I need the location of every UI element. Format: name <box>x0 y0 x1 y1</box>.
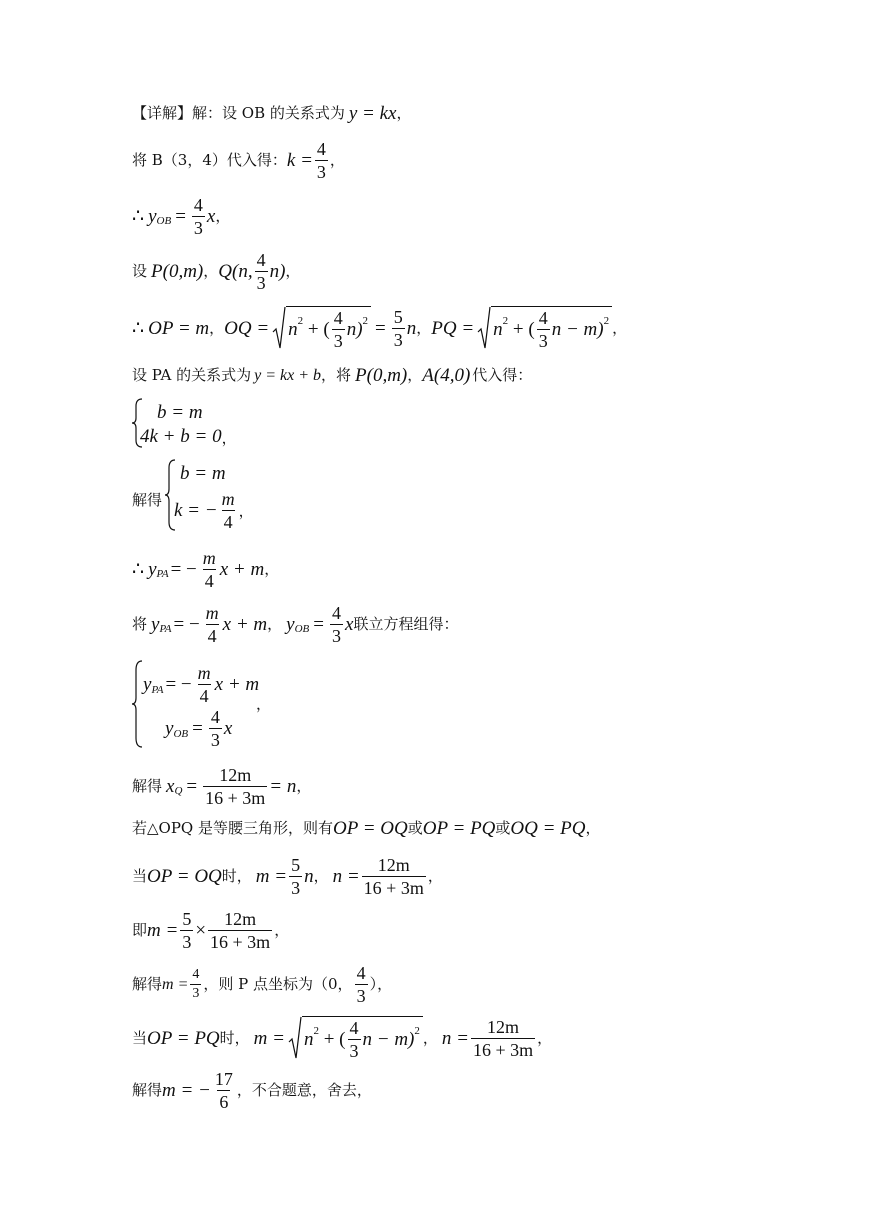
fraction <box>362 856 426 897</box>
denominator: 16 + 3m <box>205 788 266 808</box>
text: 代入得： <box>472 366 533 384</box>
exponent: 2 <box>603 315 610 327</box>
punct: ， <box>285 262 301 280</box>
variable: n <box>304 866 314 887</box>
subscript: PA <box>151 683 164 696</box>
denominator: 3 <box>291 878 301 898</box>
punct: ， <box>274 921 290 939</box>
system-row <box>143 664 259 705</box>
denominator: 3 <box>316 162 326 182</box>
text: ）， <box>369 975 393 993</box>
equation: PQ = <box>431 317 475 339</box>
system-row <box>165 708 232 749</box>
fraction <box>471 1018 535 1059</box>
radical-sign-icon <box>477 306 491 350</box>
equation: OP = PQ <box>147 1027 220 1049</box>
punct: ， <box>416 318 432 337</box>
label: 解得 <box>132 491 163 509</box>
radical-sign-icon <box>288 1016 302 1060</box>
point-p: P(0,m) <box>151 261 204 282</box>
fraction <box>392 308 405 349</box>
text: ，不合题意，舍去， <box>236 1081 372 1099</box>
equation: n = <box>441 1027 469 1049</box>
text: ，则 P 点坐标为（0， <box>203 975 353 993</box>
square-root <box>477 306 612 350</box>
equals: = <box>375 317 386 339</box>
exponent: 2 <box>297 315 304 327</box>
variable: n <box>493 319 503 340</box>
fraction <box>537 309 550 350</box>
system-row <box>140 426 237 448</box>
punct: ， <box>329 151 345 169</box>
equation: OP = OQ <box>147 866 222 887</box>
equation: k = − <box>174 499 218 521</box>
numerator: m <box>197 663 211 683</box>
numerator: 4 <box>538 308 548 328</box>
subscript: Q <box>174 785 183 797</box>
equation: OQ = PQ <box>510 818 586 839</box>
numerator: m <box>205 603 219 623</box>
variable: y <box>286 614 295 635</box>
therefore-symbol: ∴ <box>132 206 145 227</box>
variable: y <box>143 673 152 695</box>
denominator: 4 <box>204 571 214 591</box>
operator: + ( <box>318 1029 346 1050</box>
numerator: 5 <box>393 306 403 327</box>
denominator: 3 <box>192 986 200 1001</box>
equals: = − <box>170 559 197 580</box>
denominator: 4 <box>199 686 209 706</box>
system-row <box>157 402 203 424</box>
variable: n − m) <box>362 1029 415 1050</box>
point-q-close: n) <box>269 261 286 282</box>
equals: = <box>192 717 203 739</box>
punct: ， <box>238 502 254 520</box>
solution-line-3 <box>132 196 230 237</box>
equation: x + m <box>222 614 268 635</box>
text: 或 <box>407 819 423 837</box>
numerator: 4 <box>333 308 343 328</box>
fraction <box>348 1019 361 1060</box>
numerator: 4 <box>356 963 366 983</box>
fraction <box>180 910 193 951</box>
equation: OP = m <box>148 317 210 339</box>
punct: ， <box>612 318 628 337</box>
variable: n) <box>346 319 363 340</box>
punct: ， <box>537 1028 553 1047</box>
punct: ， <box>585 819 601 837</box>
punct: ， <box>427 867 443 885</box>
subscript: OB <box>173 727 189 740</box>
operator: + ( <box>508 319 535 340</box>
variable: x <box>345 614 354 635</box>
equation: x + m <box>219 559 265 580</box>
text: ，将 <box>321 366 352 384</box>
solution-line-1 <box>132 104 412 123</box>
variable: x <box>206 206 216 227</box>
equation: b = m <box>180 463 226 484</box>
point-a: A(4,0) <box>422 365 471 386</box>
variable: n <box>406 317 417 339</box>
numerator: 4 <box>349 1018 359 1038</box>
fraction <box>190 968 201 1001</box>
punct: ， <box>221 428 237 447</box>
numerator: 12m <box>487 1016 520 1037</box>
equation: k = <box>286 150 313 171</box>
equals: = − <box>165 673 192 695</box>
equals: = <box>313 614 324 635</box>
denominator: 3 <box>182 932 192 952</box>
radical-sign-icon <box>272 306 286 350</box>
numerator: 17 <box>214 1069 233 1089</box>
equals: = <box>175 206 186 227</box>
system-row <box>174 490 254 531</box>
variable: y <box>148 206 157 227</box>
solution-line-16 <box>132 964 392 1005</box>
text: 联立方程组得： <box>353 615 459 633</box>
variable: y <box>148 559 157 580</box>
equation: OP = OQ <box>333 818 408 839</box>
numerator: m <box>202 548 216 568</box>
equals: = − <box>173 614 200 635</box>
denominator: 6 <box>219 1092 229 1112</box>
equation: 4k + b = 0 <box>140 426 222 447</box>
denominator: 3 <box>349 1041 359 1061</box>
denominator: 16 + 3m <box>363 878 424 898</box>
denominator: 3 <box>256 273 266 293</box>
exponent: 2 <box>502 315 509 327</box>
equation: m = <box>255 866 288 887</box>
equation: m = − <box>162 1080 211 1101</box>
denominator: 4 <box>207 626 217 646</box>
solution-line-14 <box>132 856 443 897</box>
numerator: 12m <box>219 765 252 785</box>
therefore-symbol: ∴ <box>132 559 145 580</box>
equation: y = kx + b <box>254 366 321 384</box>
numerator: 12m <box>224 909 257 929</box>
system-row <box>180 463 226 485</box>
solution-line-18 <box>132 1070 372 1111</box>
subscript: OB <box>156 215 172 227</box>
punct: ， <box>313 867 329 885</box>
left-brace-icon <box>131 660 143 748</box>
denominator: 4 <box>223 512 233 532</box>
denominator: 3 <box>538 331 548 351</box>
solution-line-17 <box>132 1016 552 1060</box>
text: 将 <box>132 615 148 633</box>
exponent: 2 <box>313 1025 319 1037</box>
numerator: 4 <box>192 967 200 982</box>
solution-line-13 <box>132 819 601 838</box>
fraction <box>196 664 213 705</box>
text: 时， <box>219 1028 250 1047</box>
equation: m = <box>253 1027 285 1049</box>
text: 【详解】解：设 OB 的关系式为 <box>132 104 345 122</box>
equation: m = <box>147 920 179 941</box>
text <box>132 489 162 510</box>
numerator: 4 <box>210 707 220 727</box>
numerator: 4 <box>256 250 266 270</box>
punct: ， <box>256 695 272 713</box>
denominator: 3 <box>333 331 343 351</box>
therefore-symbol: ∴ <box>132 317 145 339</box>
equation: OP = PQ <box>422 818 496 839</box>
denominator: 3 <box>332 626 341 646</box>
solution-line-4 <box>132 251 300 292</box>
fraction <box>255 251 268 292</box>
text: 将 B（3，4）代入得： <box>132 151 287 169</box>
punct: ， <box>396 104 412 122</box>
variable: y <box>165 717 174 739</box>
text: 当 <box>132 867 148 885</box>
square-root <box>272 306 371 350</box>
numerator: 12m <box>377 855 410 875</box>
equation: = n <box>269 776 297 797</box>
fraction <box>208 910 272 951</box>
solution-line-15 <box>132 910 289 951</box>
text: 解得 <box>132 1081 163 1099</box>
equation: x + m <box>214 673 260 695</box>
fraction <box>330 604 343 645</box>
numerator: 4 <box>193 195 203 215</box>
solution-line-5 <box>132 306 627 350</box>
variable: x <box>223 717 233 739</box>
denominator: 3 <box>210 730 220 750</box>
punct: ， <box>215 207 231 225</box>
equation: n = <box>332 866 360 887</box>
equals: = <box>186 776 198 797</box>
fraction <box>332 309 345 350</box>
fraction <box>201 549 218 590</box>
solution-line-12 <box>132 766 311 807</box>
solution-line-6 <box>132 366 532 385</box>
solution-line-9 <box>132 549 279 590</box>
text: 或 <box>495 819 511 837</box>
fraction <box>220 490 237 531</box>
fraction <box>355 964 368 1005</box>
punct: ， <box>203 262 219 280</box>
point-q: Q(n, <box>218 261 253 282</box>
solution-line-2 <box>132 140 345 181</box>
square-root <box>288 1016 423 1060</box>
equation: OQ = <box>224 317 270 339</box>
punct: ， <box>422 1028 438 1047</box>
denominator: 3 <box>393 329 403 350</box>
fraction <box>204 604 221 645</box>
numerator: 5 <box>182 909 192 929</box>
fraction <box>209 708 222 749</box>
subscript: OB <box>294 623 310 635</box>
denominator: 3 <box>356 986 366 1006</box>
variable: n − m) <box>551 319 604 340</box>
subscript: PA <box>159 623 172 635</box>
numerator: m <box>221 489 235 509</box>
operator: + ( <box>303 319 330 340</box>
subscript: PA <box>156 568 169 580</box>
fraction <box>203 766 267 807</box>
denominator: 16 + 3m <box>472 1039 534 1060</box>
fraction <box>213 1070 235 1111</box>
numerator: 4 <box>316 139 326 159</box>
punct: ， <box>296 777 312 795</box>
text: 解得 <box>132 777 163 795</box>
punct: ， <box>407 366 423 384</box>
numerator: 5 <box>291 855 301 875</box>
punct: ， <box>267 615 283 633</box>
variable: n <box>303 1029 314 1050</box>
fraction <box>289 856 302 897</box>
text: 当 <box>132 1028 148 1047</box>
text: 若△OPQ 是等腰三角形，则有 <box>132 819 333 837</box>
text: 即 <box>132 921 148 939</box>
fraction <box>192 196 205 237</box>
denominator: 16 + 3m <box>210 932 271 952</box>
numerator: 4 <box>332 603 341 623</box>
text: 设 <box>132 262 148 280</box>
point-p: P(0,m) <box>355 365 408 386</box>
text: 设 PA 的关系式为 <box>132 366 252 384</box>
solution-line-10 <box>132 604 458 645</box>
times-symbol: × <box>195 920 207 941</box>
equation: b = m <box>157 402 203 423</box>
equation: y = kx <box>348 103 397 124</box>
equation: m = <box>162 975 189 993</box>
denominator: 3 <box>193 218 203 238</box>
fraction <box>315 140 328 181</box>
text: 解得 <box>132 975 163 993</box>
exponent: 2 <box>414 1025 420 1037</box>
variable: x <box>166 776 175 797</box>
variable: y <box>151 614 160 635</box>
punct: ， <box>264 560 280 578</box>
variable: n <box>288 319 298 340</box>
exponent: 2 <box>362 315 369 327</box>
punct: ， <box>209 318 225 337</box>
text: 时， <box>221 867 252 885</box>
system-end <box>256 693 271 714</box>
